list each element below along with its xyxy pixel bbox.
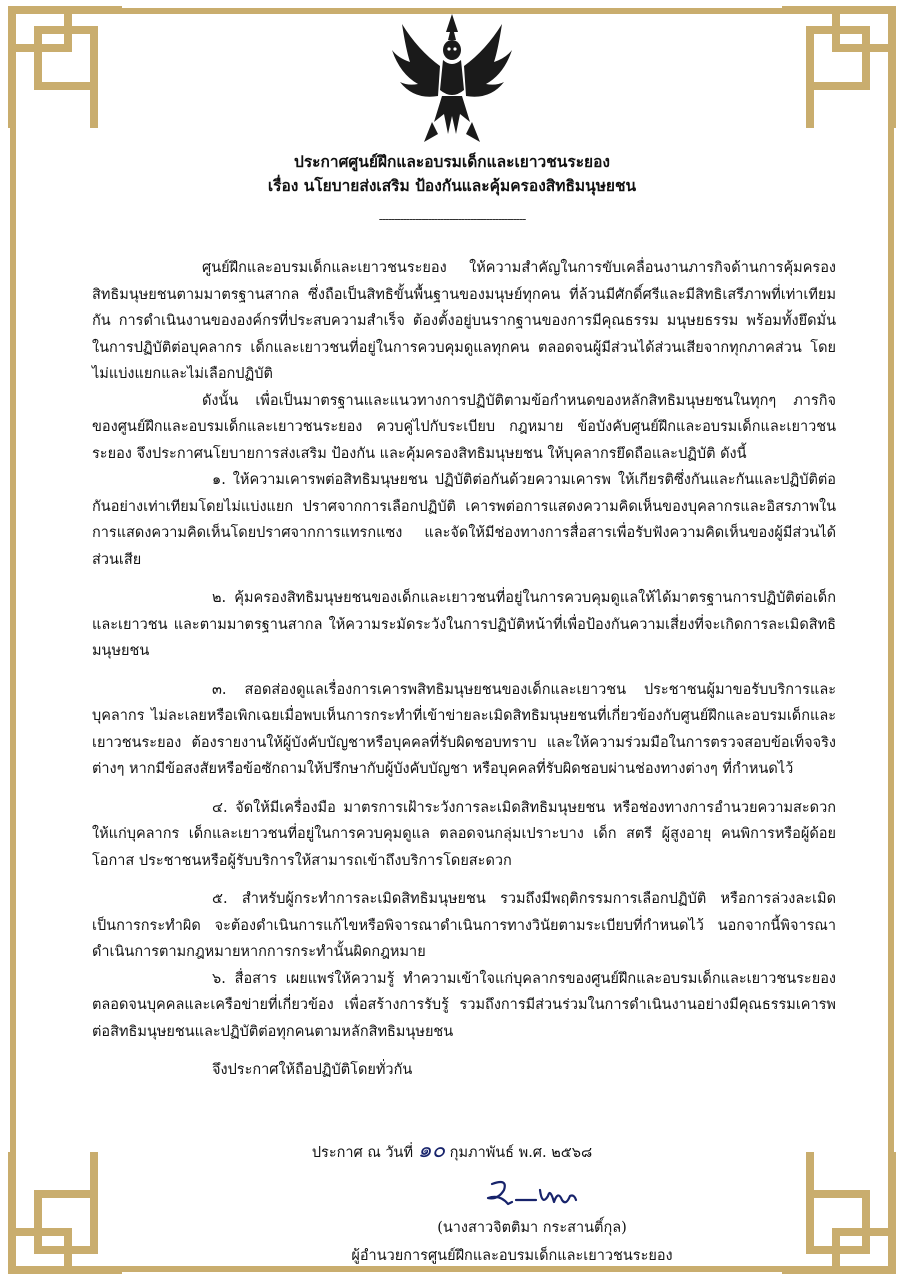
corner-ornament-top-right [776, 2, 900, 132]
signer-position: ผู้อำนวยการศูนย์ฝึกและอบรมเด็กและเยาวชนระยอง [351, 1248, 673, 1264]
frame-left-line [10, 128, 16, 1152]
closing-statement: จึงประกาศให้ถือปฏิบัติโดยทั่วกัน [212, 1062, 413, 1078]
date-day: ๑๐ [417, 1138, 446, 1163]
preamble-paragraph: ดังนั้น เพื่อเป็นมาตรฐานและแนวทางการปฏิบัติตามข้อกำหนดของหลักสิทธิมนุษยชนในทุกๆ ภารกิจของศูนย์ฝึกและอบรมเด็กและเยาวชนระยอง ควบคู่ไปกับระเบียบ กฎหมาย ข้อบังคับศูนย์ฝึกและอบรมเด็กและเยาวชนระยอง จึงประกาศนโยบายการส่งเสริม ป้องกัน และคุ้มครองสิทธิมนุษยชน ให้บุคลากรยึดถือและปฏิบัติ ดังนี้ [92, 392, 836, 462]
title-separator: ------------------------------------------------ [378, 212, 526, 226]
policy-item-4: ๔. จัดให้มีเครื่องมือ มาตรการเฝ้าระวังการละเมิดสิทธิมนุษยชน หรือช่องทางการอำนวยความสะดวกให้แก่บุคลากร เด็กและเยาวชนที่อยู่ในการควบคุมดูแล ตลอดจนกลุ่มเปราะบาง เด็ก สตรี ผู้สูงอายุ คนพิการหรือผู้ด้อยโอกาส ประชาชนหรือผู้รับบริการให้สามารถเข้าถึงบริการโดยสะดวก [92, 799, 836, 869]
policy-item-5: ๕. สำหรับผู้กระทำการละเมิดสิทธิมนุษยชน รวมถึงมีพฤติกรรมการเลือกปฏิบัติ หรือการล่วงละเมิดเป็นการกระทำผิด จะต้องดำเนินการแก้ไขหรือพิจารณาดำเนินการทางวินัยตามระเบียบที่กำหนดไว้ นอกจากนี้พิจารณาดำเนินการตามกฎหมายหากการกระทำนั้นผิดกฎหมาย [92, 891, 836, 960]
date-prefix: ประกาศ ณ วันที่ [311, 1145, 414, 1161]
date-suffix: กุมภาพันธ์ พ.ศ. ๒๕๖๘ [449, 1145, 593, 1161]
title-line-1: ประกาศศูนย์ฝึกและอบรมเด็กและเยาวชนระยอง [294, 152, 610, 171]
policy-item-3: ๓. สอดส่องดูแลเรื่องการเคารพสิทธิมนุษยชนของเด็กและเยาวชน ประชาชนผู้มาขอรับบริการและบุคลากร ไม่ละเลยหรือเพิกเฉยเมื่อพบเห็นการกระทำที่เข้าข่ายละเมิดสิทธิมนุษยชนที่เกี่ยวข้องกับศูนย์ฝึกและอบรมเด็กและเยาวชนระยอง ต้องรายงานให้ผู้บังคับบัญชาหรือบุคคลที่รับผิดชอบทราบ และให้ความร่วมมือในการตรวจสอบข้อเท็จจริงต่างๆ หากมีข้อสงสัยหรือข้อซักถามให้ปรึกษากับผู้บังคับบัญชา หรือบุคคลที่รับผิดชอบผ่านช่องทางต่างๆ ที่กำหนดไว้ [92, 681, 836, 777]
policy-item-1: ๑. ให้ความเคารพต่อสิทธิมนุษยชน ปฏิบัติต่อกันด้วยความเคารพ ให้เกียรติซึ่งกันและกันและปฏิบัติต่อกันอย่างเท่าเทียมโดยไม่แบ่งแยก ปราศจากการเลือกปฏิบัติ เคารพต่อการแสดงความคิดเห็นของบุคลากรและอิสรภาพในการแสดงความคิดเห็นโดยปราศจากการแทรกแซง และจัดให้มีช่องทางการสื่อสารเพื่อรับฟังความคิดเห็นของผู้มีส่วนได้ส่วนเสีย [92, 472, 836, 568]
announcement-body [92, 255, 836, 1084]
signature-image [478, 1176, 588, 1216]
frame-right-line [888, 128, 894, 1152]
corner-ornament-top-left [4, 2, 128, 132]
signer-name: (นางสาวจิตติมา กระสานติ์กุล) [437, 1220, 627, 1236]
garuda-emblem-icon [388, 10, 516, 148]
policy-item-2: ๒. คุ้มครองสิทธิมนุษยชนของเด็กและเยาวชนที่อยู่ในการควบคุมดูแลให้ได้มาตรฐานการปฏิบัติต่อเด็กและเยาวชน และตามมาตรฐานสากล ให้ความระมัดระวังในการปฏิบัติหน้าที่เพื่อป้องกันความเสี่ยงที่จะเกิดการละเมิดสิทธิมนุษยชน [92, 590, 836, 659]
announcement-date [0, 1132, 904, 1167]
intro-paragraph: ศูนย์ฝึกและอบรมเด็กและเยาวชนระยอง ให้ความสำคัญในการขับเคลื่อนงานภารกิจด้านการคุ้มครองสิทธิมนุษยชนตามมาตรฐานสากล ซึ่งถือเป็นสิทธิขั้นพื้นฐานของมนุษย์ทุกคน ที่ล้วนมีศักดิ์ศรีและมีสิทธิเสรีภาพที่เท่าเทียมกัน การดำเนินงานขององค์กรที่ประสบความสำเร็จ ต้องตั้งอยู่บนรากฐานของการมีคุณธรรม มนุษยธรรม พร้อมทั้งยึดมั่นในการปฏิบัติต่อบุคลากร เด็กและเยาวชนที่อยู่ในการควบคุมดูแลทุกคน ตลอดจนผู้มีส่วนได้ส่วนเสียจากทุกภาคส่วน โดยไม่แบ่งแยกและไม่เลือกปฏิบัติ [92, 260, 836, 382]
policy-item-6: ๖. สื่อสาร เผยแพร่ให้ความรู้ ทำความเข้าใจแก่บุคลากรของศูนย์ฝึกและอบรมเด็กและเยาวชนระยองตลอดจนบุคคลและเครือข่ายที่เกี่ยวข้อง เพื่อสร้างการรับรู้ รวมถึงการมีส่วนร่วมในการดำเนินงานอย่างมีคุณธรรมเคารพต่อสิทธิมนุษยชนและปฏิบัติต่อทุกคนตามหลักสิทธิมนุษยชน [92, 970, 836, 1040]
title-line-2: เรื่อง นโยบายส่งเสริม ป้องกันและคุ้มครองสิทธิมนุษยชน [267, 176, 637, 195]
announcement-title [0, 150, 904, 198]
